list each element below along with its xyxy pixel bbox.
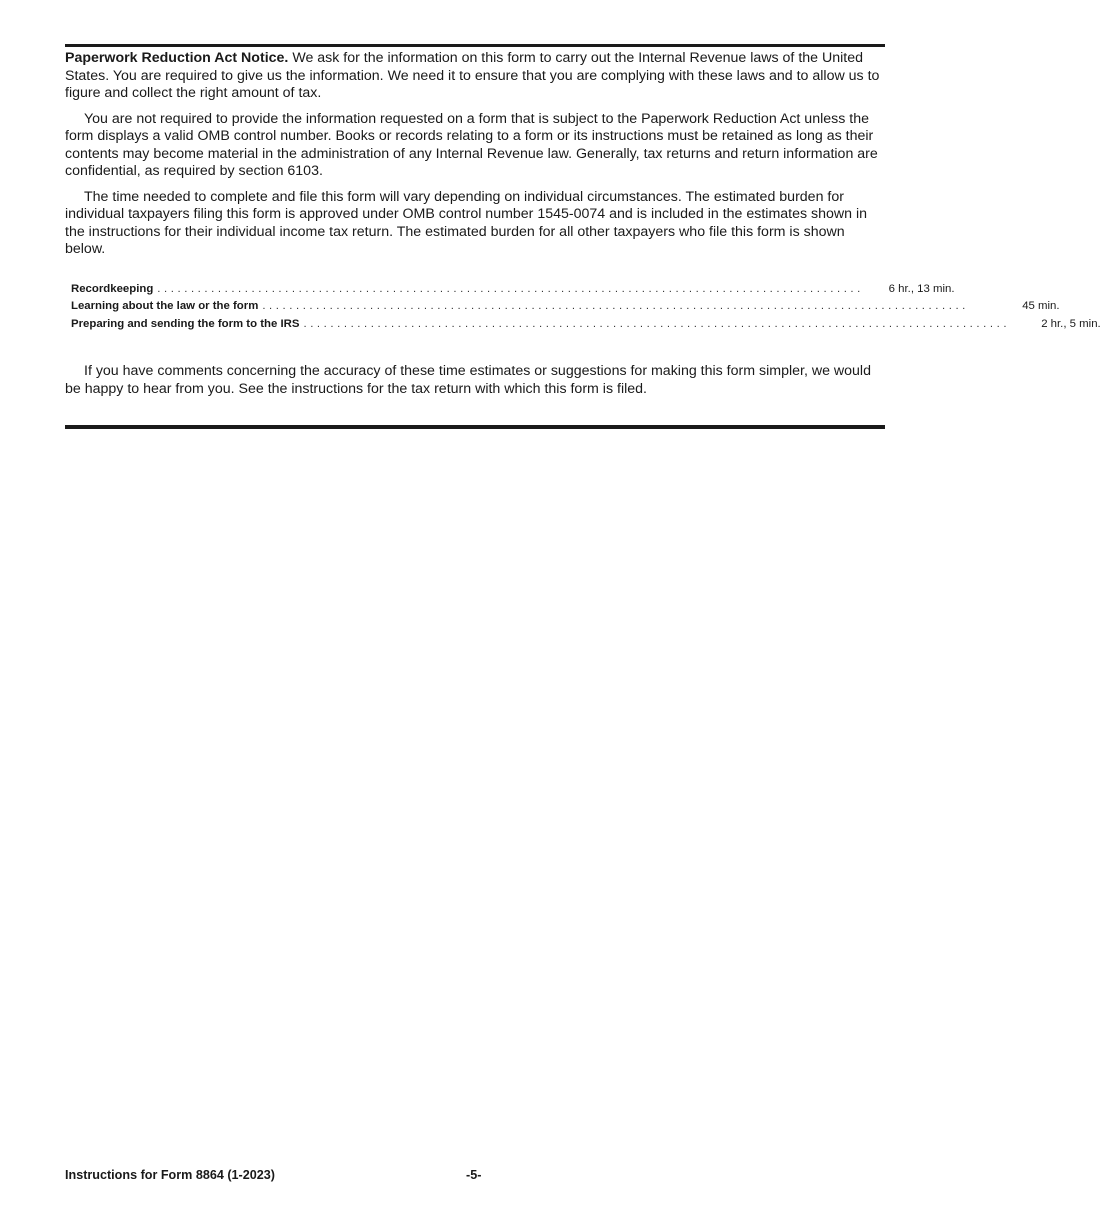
notice-intro-text: We ask for the information on this form to carry out the Internal Revenue laws of the United States. You are required to give us the information. We need it to ensure that you are complying with these laws and to allow us to figure and collect the right amount of tax. [65,50,880,101]
notice-heading: Paperwork Reduction Act Notice. [65,50,289,66]
burden-row [71,281,955,299]
burden-label: Preparing and sending the form to the IRS [71,317,300,330]
burden-table [71,281,1101,334]
footer-form-title: Instructions for Form 8864 (1-2023) [65,1168,275,1182]
burden-row [71,298,1060,316]
bottom-rule [65,425,885,429]
burden-row [71,316,1101,334]
burden-value: 45 min. [1022,300,1060,313]
time-estimate-paragraph: The time needed to complete and file this form will vary depending on individual circumstances. The estimated burden for individual taxpayers filing this form is approved under OMB control number 1545-0074 and is included in the estimates shown in the instructions for their individual income tax return. The estimated burden for all other taxpayers who file this form is shown below. [65,188,868,257]
footer-page-number: -5- [466,1168,482,1182]
omb-control-paragraph: You are not required to provide the information requested on a form that is subject to the Paperwork Reduction Act unless the form displays a valid OMB control number. Books or records relating to a form or its instructions must be retained as long as their contents may become material in the administration of any Internal Revenue law. Generally, tax returns and return information are confidential, as required by section 6103. [65,110,878,179]
paperwork-notice-section [65,50,1101,406]
burden-value: 6 hr., 13 min. [888,282,955,295]
dot-leader: . . . . . . . . . . . . . . . . . . . . . . . . . . . . . . . . . . . . . . . . . . . . . . . . . . . . . . . . . . . . . . . . . . . . . . . . . . . . . . . . . . . . . . . . . . . . . . . . . . . . . . . . . [157,282,861,295]
burden-label: Recordkeeping [71,282,154,295]
top-rule [65,44,885,47]
comments-paragraph: If you have comments concerning the accuracy of these time estimates or suggestions for making this form simpler, we would be happy to hear from you. See the instructions for the tax return with which this form is filed. [65,363,871,397]
notice-intro-paragraph [65,50,886,103]
dot-leader: . . . . . . . . . . . . . . . . . . . . . . . . . . . . . . . . . . . . . . . . . . . . . . . . . . . . . . . . . . . . . . . . . . . . . . . . . . . . . . . . . . . . . . . . . . . . . . . . . . . . . . . . . [303,317,1007,330]
dot-leader: . . . . . . . . . . . . . . . . . . . . . . . . . . . . . . . . . . . . . . . . . . . . . . . . . . . . . . . . . . . . . . . . . . . . . . . . . . . . . . . . . . . . . . . . . . . . . . . . . . . . . . . . . [262,300,966,313]
burden-value: 2 hr., 5 min. [1041,317,1101,330]
burden-label: Learning about the law or the form [71,300,259,313]
